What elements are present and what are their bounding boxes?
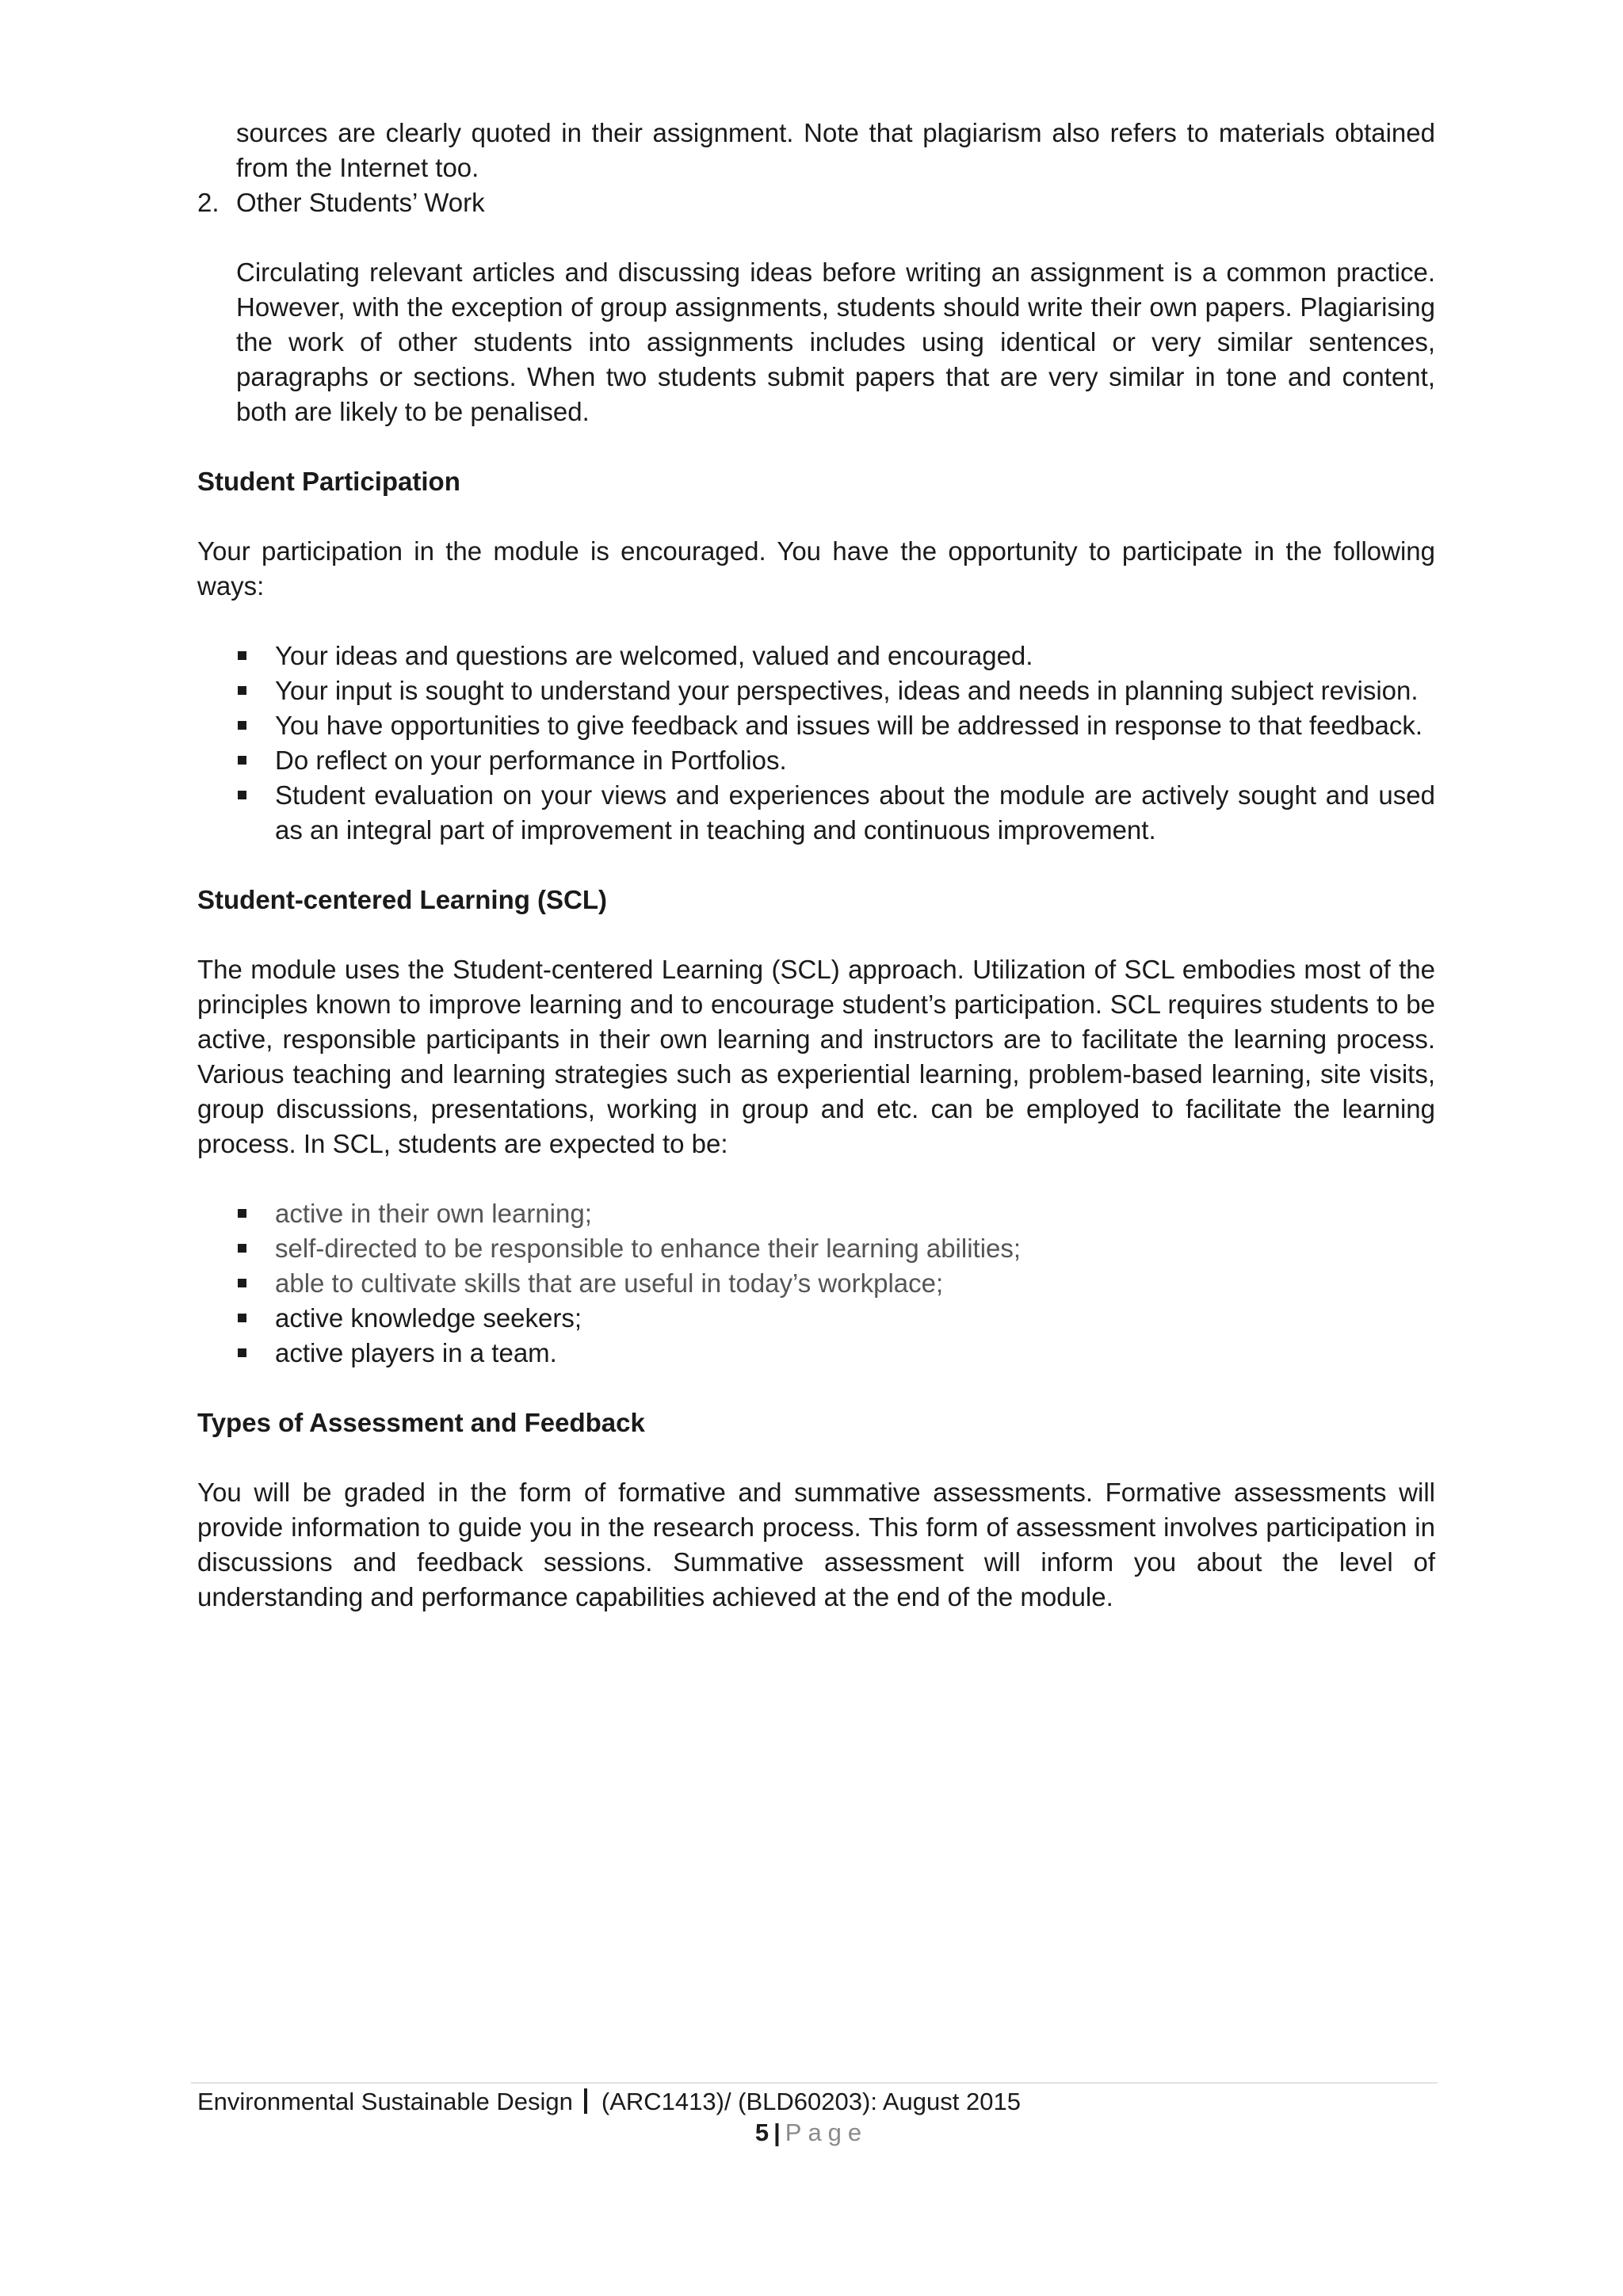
list-item: You have opportunities to give feedback and issues will be addressed in response to that feedback. (236, 708, 1435, 743)
footer-course-title: Environmental Sustainable Design (197, 2088, 573, 2115)
list-item: active knowledge seekers; (236, 1301, 1435, 1336)
square-bullet-icon (238, 686, 246, 695)
footer-course-codes: (ARC1413)/ (BLD60203): August 2015 (601, 2088, 1021, 2115)
page-number-separator: | (773, 2119, 781, 2146)
list-item: Your ideas and questions are welcomed, valued and encouraged. (236, 639, 1435, 673)
square-bullet-icon (238, 1314, 246, 1322)
item-number: 2. (197, 188, 220, 217)
page-content (197, 116, 1435, 1615)
square-bullet-icon (238, 721, 246, 730)
square-bullet-icon (238, 1279, 246, 1287)
assessment-body: You will be graded in the form of formative and summative assessments. Formative assessments will provide information to guide you in the research process. This form of assessment involves participation in discussions and feedback sessions. Summative assessment will inform you about the level of understanding and performance capabilities achieved at the end of the module. (197, 1478, 1435, 1611)
participation-list (197, 639, 1435, 848)
list-item: active players in a team. (236, 1336, 1435, 1371)
section-heading-assessment: Types of Assessment and Feedback (197, 1408, 645, 1437)
page-word: Page (785, 2119, 869, 2146)
square-bullet-icon (238, 1209, 246, 1218)
plagiarism-item-2-body: Circulating relevant articles and discussing ideas before writing an assignment is a common practice. However, with the exception of group assignments, students should write their own papers. Plagiarising the work of other students into assignments includes using identical or very similar sentences, paragraphs or sections. When two students submit papers that are very similar in tone and content, both are likely to be penalised. (236, 257, 1435, 426)
square-bullet-icon (238, 1244, 246, 1253)
list-item: active in their own learning; (236, 1196, 1435, 1231)
list-item: Your input is sought to understand your perspectives, ideas and needs in planning subject revision. (236, 673, 1435, 708)
footer-separator (584, 2088, 587, 2114)
footer-course-line (197, 2086, 1021, 2118)
list-item: able to cultivate skills that are useful in today’s workplace; (236, 1266, 1435, 1301)
square-bullet-icon (238, 756, 246, 765)
footer-divider (191, 2082, 1438, 2084)
section-heading-scl: Student-centered Learning (SCL) (197, 885, 608, 914)
square-bullet-icon (238, 791, 246, 799)
list-item: Do reflect on your performance in Portfolios. (236, 743, 1435, 778)
list-item: Student evaluation on your views and experiences about the module are actively sought and used as an integral part of improvement in teaching and continuous improvement. (236, 778, 1435, 848)
page-number: 5 (754, 2119, 769, 2146)
item-title: Other Students’ Work (236, 188, 485, 217)
page-number-line (0, 2117, 1623, 2149)
section-heading-participation: Student Participation (197, 467, 460, 496)
square-bullet-icon (238, 1348, 246, 1357)
square-bullet-icon (238, 651, 246, 660)
plagiarism-item-2 (197, 185, 1435, 220)
plagiarism-continued-text: sources are clearly quoted in their assignment. Note that plagiarism also refers to materials obtained from the Internet too. (236, 118, 1435, 182)
scl-body: The module uses the Student-centered Learning (SCL) approach. Utilization of SCL embodies most of the principles known to improve learning and to encourage student’s participation. SCL requires students to be active, responsible participants in their own learning and instructors are to facilitate the learning process. Various teaching and learning strategies such as experiential learning, problem-based learning, site visits, group discussions, presentations, working in group and etc. can be employed to facilitate the learning process. In SCL, students are expected to be: (197, 955, 1435, 1158)
list-item: self-directed to be responsible to enhance their learning abilities; (236, 1231, 1435, 1266)
scl-list (197, 1196, 1435, 1371)
participation-intro: Your participation in the module is encouraged. You have the opportunity to participate in the following ways: (197, 536, 1435, 601)
